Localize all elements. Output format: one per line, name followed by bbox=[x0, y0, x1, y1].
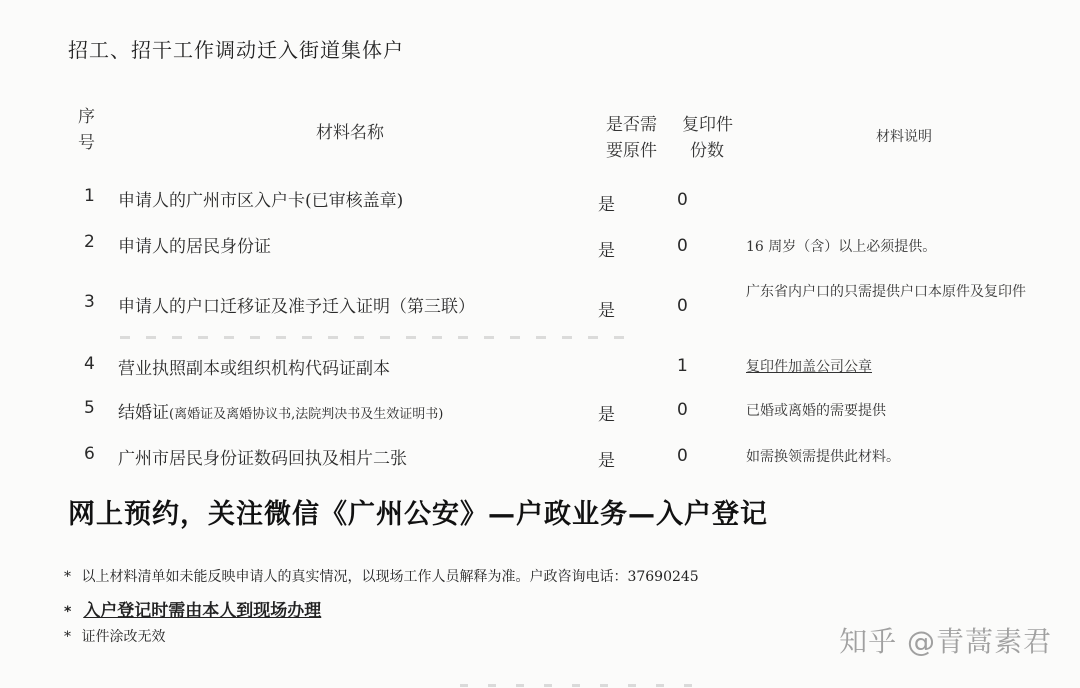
header-material-name: 材料名称 bbox=[316, 123, 384, 143]
row-5-copies: 0 bbox=[677, 400, 688, 420]
header-copies bbox=[682, 112, 733, 164]
row-6-seq: 6 bbox=[84, 444, 95, 464]
row-4-seq: 4 bbox=[84, 354, 95, 374]
row-4-note: 复印件加盖公司公章 bbox=[746, 359, 872, 375]
zhihu-watermark: 知乎 @青蒿素君 bbox=[839, 625, 1052, 658]
row-5-name bbox=[118, 398, 443, 423]
row-4-copies: 1 bbox=[677, 356, 688, 376]
row-3-name: 申请人的户口迁移证及准予迁入证明（第三联） bbox=[118, 297, 475, 317]
row-1-copies: 0 bbox=[677, 190, 688, 210]
header-copies-line2: 份数 bbox=[690, 141, 724, 161]
row-5-name-detail: (离婚证及离婚协议书,法院判决书及生效证明书) bbox=[169, 407, 444, 422]
footnote-3-text: 证件涂改无效 bbox=[81, 629, 166, 645]
header-original-line2: 要原件 bbox=[606, 141, 657, 161]
row-2-note: 16 周岁（含）以上必须提供。 bbox=[746, 239, 937, 255]
row-5-note: 已婚或离婚的需要提供 bbox=[746, 403, 886, 419]
row-1-original: 是 bbox=[598, 195, 615, 215]
scan-artifact-bottom bbox=[460, 684, 700, 687]
footnote-3 bbox=[64, 626, 165, 646]
row-4-name: 营业执照副本或组织机构代码证副本 bbox=[118, 359, 390, 379]
footnote-2-text: 入户登记时需由本人到现场办理 bbox=[83, 601, 322, 621]
row-3-seq: 3 bbox=[84, 292, 95, 312]
row-2-seq: 2 bbox=[84, 232, 95, 252]
footnote-3-star: * bbox=[64, 629, 71, 645]
header-material-note: 材料说明 bbox=[876, 129, 932, 145]
footnote-1 bbox=[64, 566, 699, 586]
row-1-seq: 1 bbox=[84, 186, 95, 206]
footnote-1-text: 以上材料清单如未能反映申请人的真实情况，以现场工作人员解释为准。户政咨询电话：37690245 bbox=[81, 569, 699, 585]
row-6-name: 广州市居民身份证数码回执及相片二张 bbox=[118, 449, 407, 469]
online-booking-banner: 网上预约，关注微信《广州公安》—户政业务—入户登记 bbox=[68, 499, 768, 530]
header-original-required bbox=[606, 112, 657, 164]
scan-artifact bbox=[120, 336, 640, 339]
footnote-2 bbox=[64, 596, 321, 621]
row-5-name-main: 结婚证 bbox=[118, 403, 169, 423]
header-original-line1: 是否需 bbox=[606, 115, 657, 135]
row-6-original: 是 bbox=[598, 451, 615, 471]
row-5-seq: 5 bbox=[84, 398, 95, 418]
row-3-original: 是 bbox=[598, 301, 615, 321]
header-copies-line1: 复印件 bbox=[682, 115, 733, 135]
row-2-copies: 0 bbox=[677, 236, 688, 256]
header-seq-line2: 号 bbox=[78, 133, 95, 153]
header-seq bbox=[78, 104, 95, 156]
row-5-original: 是 bbox=[598, 405, 615, 425]
row-3-note: 广东省内户口的只需提供户口本原件及复印件 bbox=[746, 284, 1026, 300]
document-title: 招工、招干工作调动迁入街道集体户 bbox=[68, 38, 404, 62]
header-seq-line1: 序 bbox=[78, 107, 95, 127]
row-2-original: 是 bbox=[598, 241, 615, 261]
row-3-copies: 0 bbox=[677, 296, 688, 316]
row-2-name: 申请人的居民身份证 bbox=[118, 237, 271, 257]
row-6-copies: 0 bbox=[677, 446, 688, 466]
footnote-1-star: * bbox=[64, 569, 71, 585]
row-1-name: 申请人的广州市区入户卡(已审核盖章) bbox=[118, 191, 404, 211]
row-6-note: 如需换领需提供此材料。 bbox=[746, 449, 900, 465]
footnote-2-star: * bbox=[64, 604, 72, 620]
